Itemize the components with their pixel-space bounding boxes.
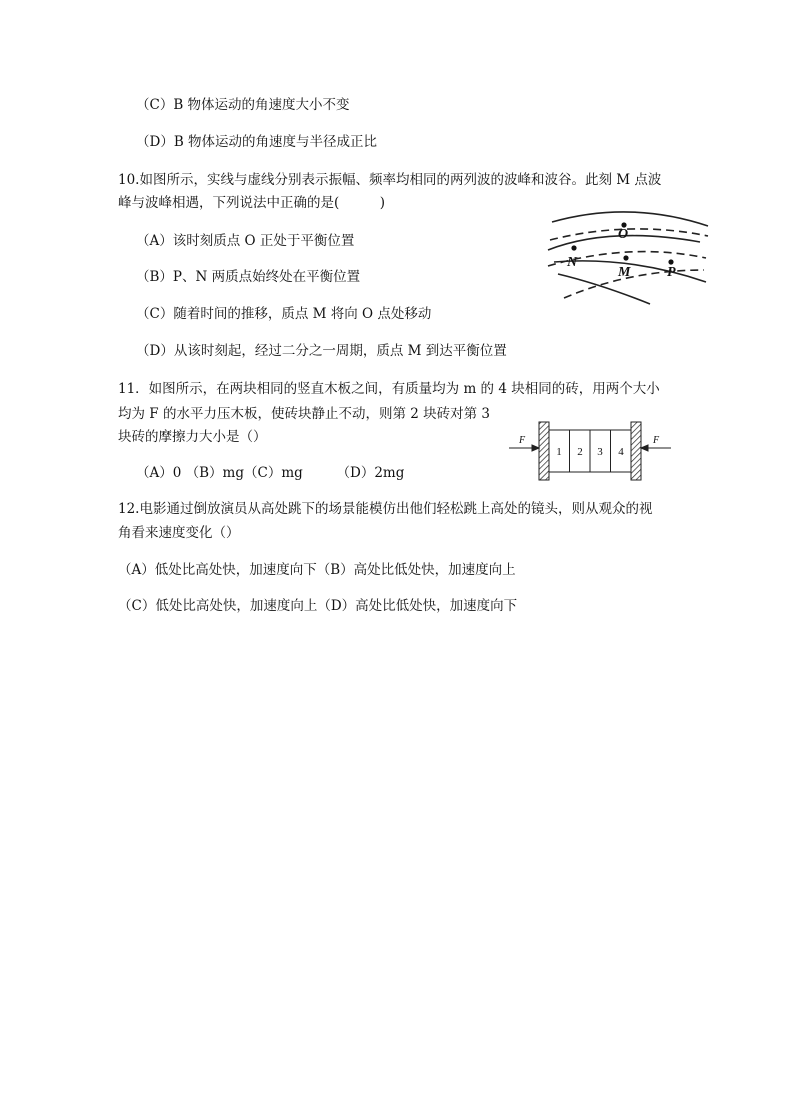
q11-force-left-label: F bbox=[519, 435, 526, 446]
q11-options: （A）0 （B）mg（C）mg （D）2mg bbox=[136, 465, 405, 481]
q12-options-ab: （A）低处比高处快，加速度向下（B）高处比低处快，加速度向上 bbox=[118, 562, 516, 578]
q11-brick-figure bbox=[505, 418, 685, 486]
q10-label-o: O bbox=[618, 227, 629, 242]
q10-label-m: M bbox=[618, 265, 631, 280]
q10-stem-line2: 峰与波峰相遇，下列说法中正确的是( ) bbox=[118, 195, 386, 211]
q11-stem-line2: 均为 F 的水平力压木板，使砖块静止不动，则第 2 块砖对第 3 bbox=[118, 406, 491, 422]
q10-option-a: （A）该时刻质点 O 正处于平衡位置 bbox=[136, 233, 355, 249]
q9-option-d: （D）B 物体运动的角速度与半径成正比 bbox=[136, 134, 378, 150]
q11-stem-line3: 块砖的摩擦力大小是（） bbox=[118, 429, 267, 445]
q10-label-p: P bbox=[667, 265, 676, 280]
q10-stem-line1: 10.如图所示，实线与虚线分别表示振幅、频率均相同的两列波的波峰和波谷。此刻 M 点波 bbox=[118, 172, 662, 188]
q12-stem-line1: 12.电影通过倒放演员从高处跳下的场景能模仿出他们轻松跳上高处的镜头，则从观众的视 bbox=[118, 501, 653, 517]
q10-option-b: （B）P、N 两质点始终处在平衡位置 bbox=[136, 269, 361, 285]
q11-brick-3-label: 3 bbox=[597, 446, 603, 458]
q12-options-cd: （C）低处比高处快，加速度向上（D）高处比低处快，加速度向下 bbox=[118, 598, 518, 614]
q11-force-right-label: F bbox=[653, 435, 660, 446]
q10-option-d: （D）从该时刻起，经过二分之一周期，质点 M 到达平衡位置 bbox=[136, 343, 507, 359]
q10-label-n: N bbox=[567, 255, 578, 270]
q11-brick-1-label: 1 bbox=[556, 446, 562, 458]
q10-wave-figure bbox=[540, 206, 710, 306]
q11-brick-4-label: 4 bbox=[618, 446, 624, 458]
q11-stem-line1: 11．如图所示，在两块相同的竖直木板之间，有质量均为 m 的 4 块相同的砖，用两个大小 bbox=[118, 381, 660, 397]
q9-option-c: （C）B 物体运动的角速度大小不变 bbox=[136, 97, 350, 113]
q11-brick-2-label: 2 bbox=[577, 446, 583, 458]
q10-option-c: （C）随着时间的推移，质点 M 将向 O 点处移动 bbox=[136, 306, 432, 322]
q12-stem-line2: 角看来速度变化（） bbox=[118, 525, 240, 541]
